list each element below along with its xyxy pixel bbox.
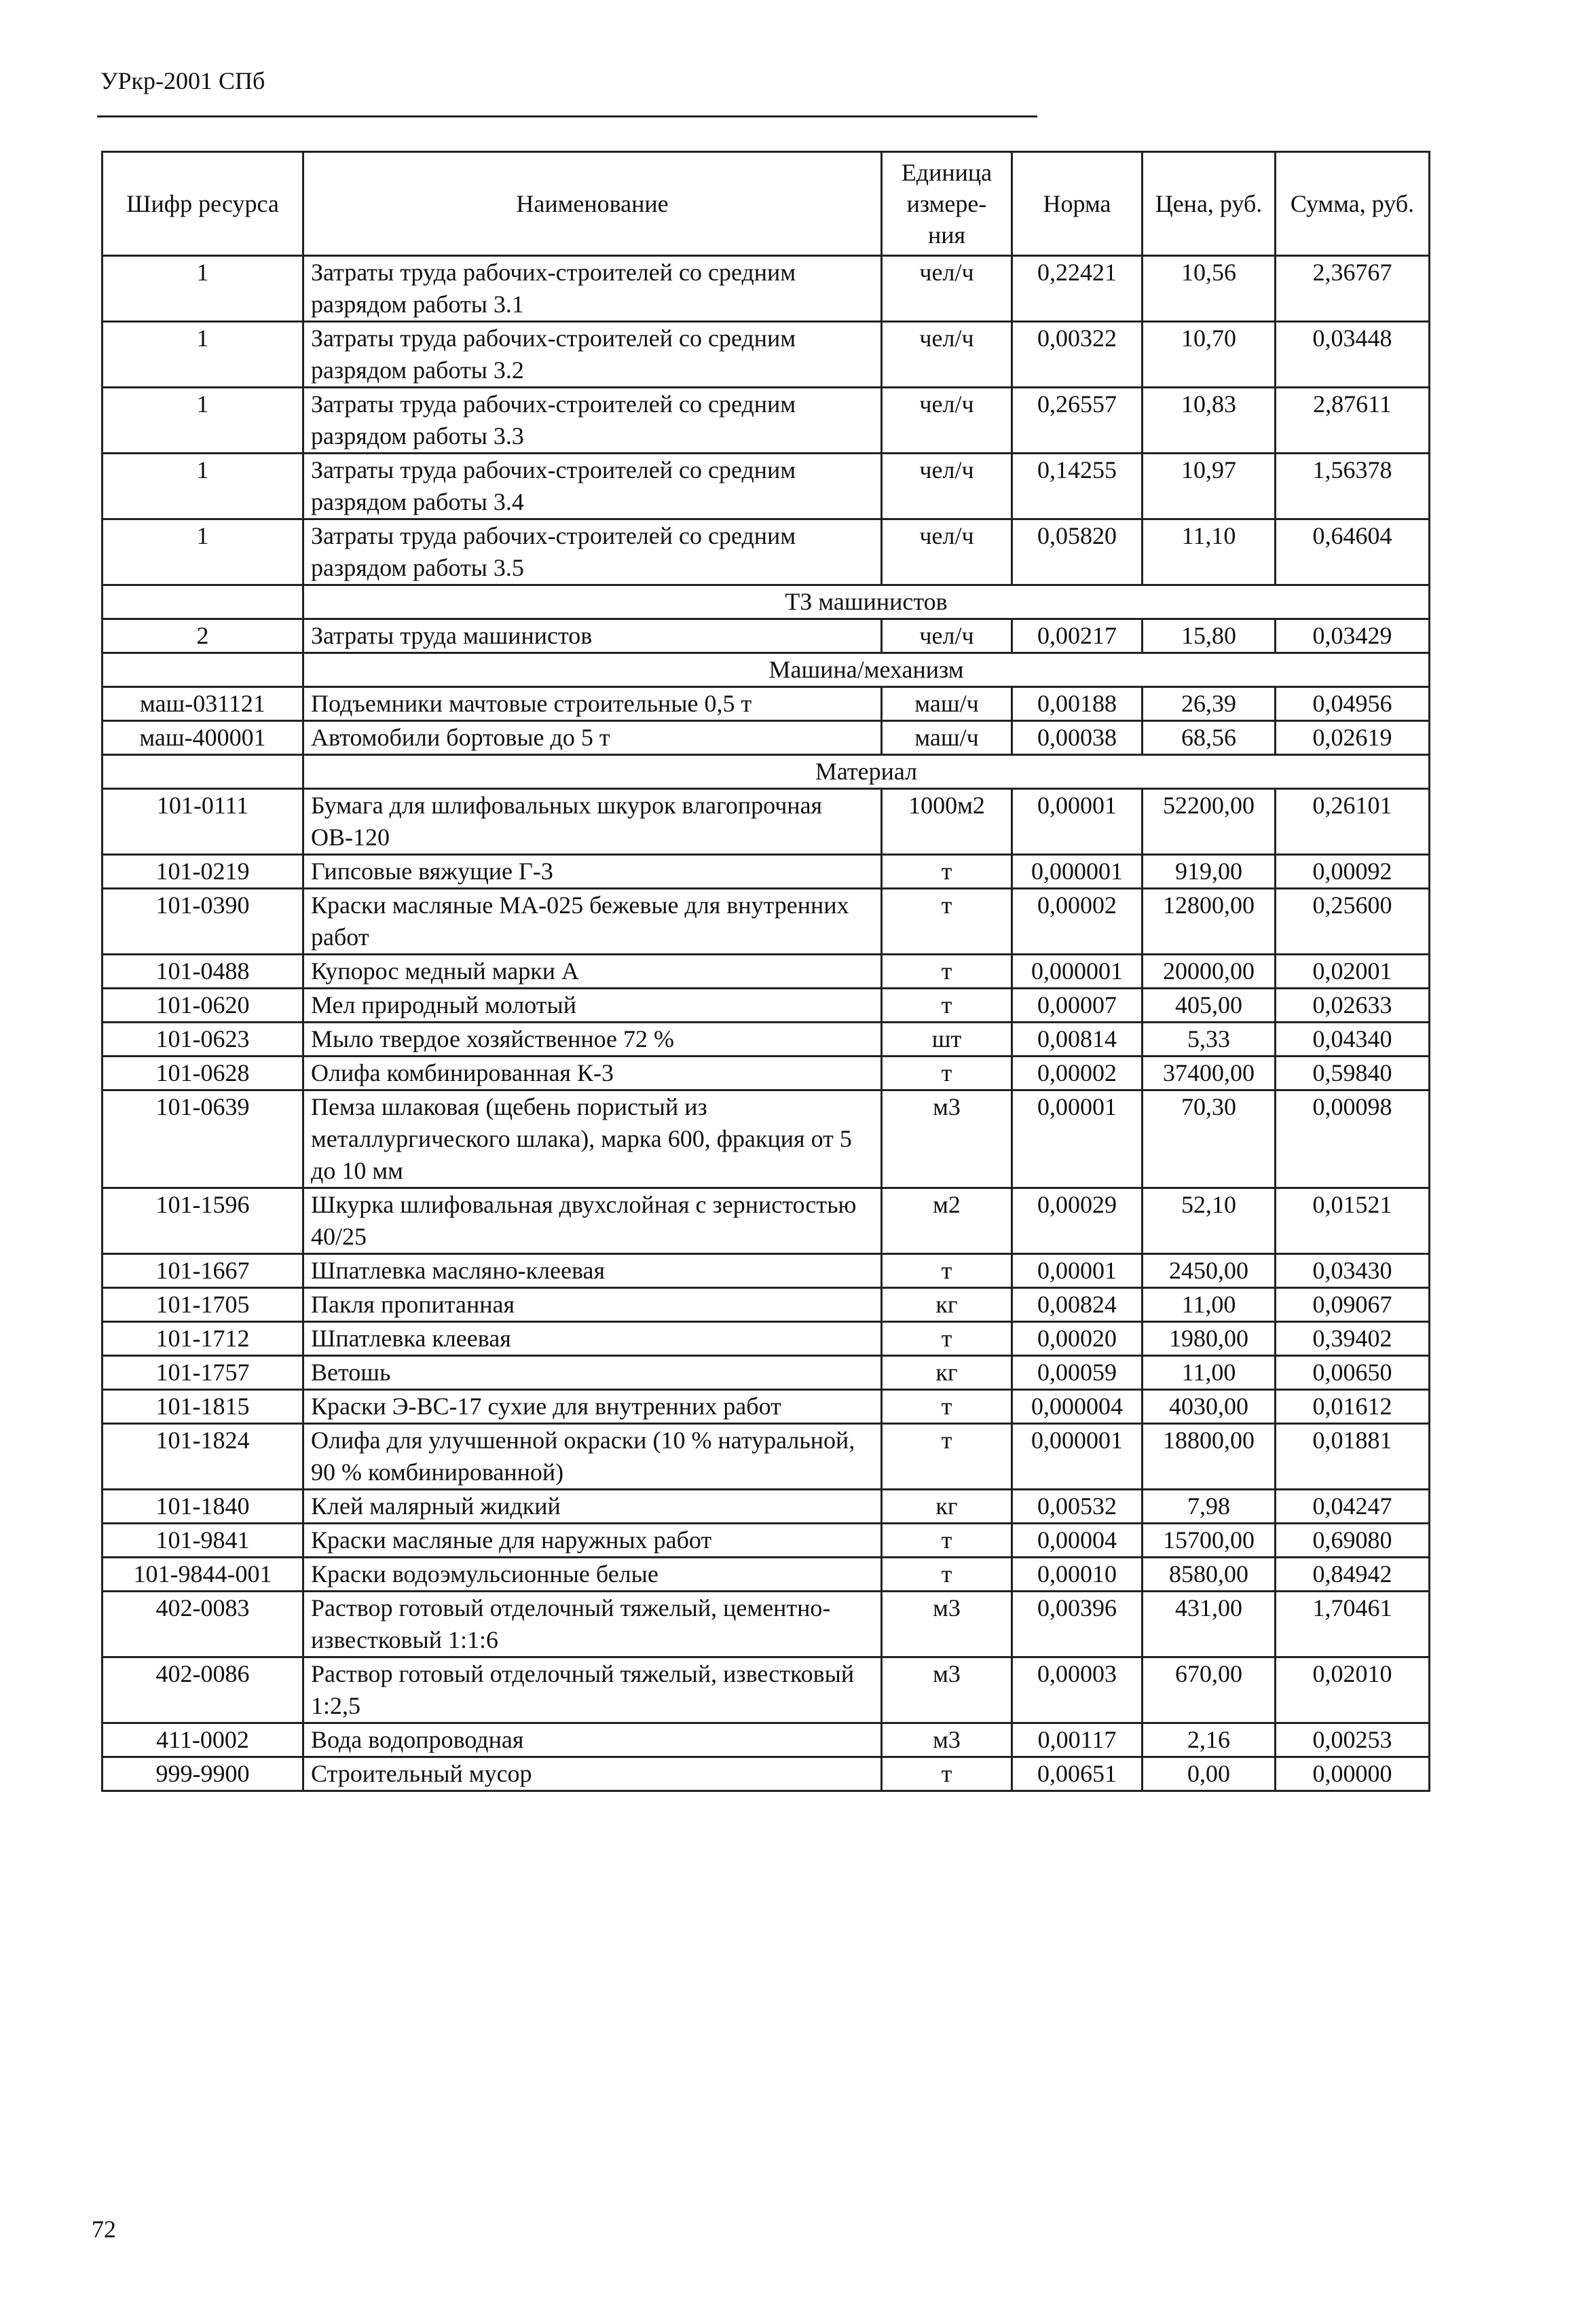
norm-cell: 0,00814	[1012, 1023, 1143, 1057]
sum-cell: 0,03429	[1276, 619, 1430, 653]
norm-cell: 0,000001	[1012, 955, 1143, 989]
table-row	[103, 1188, 1430, 1254]
price-cell: 52200,00	[1143, 789, 1276, 855]
price-cell: 431,00	[1143, 1592, 1276, 1657]
code-cell: 402-0086	[103, 1657, 303, 1723]
code-cell: 411-0002	[103, 1723, 303, 1757]
sum-cell: 0,25600	[1276, 889, 1430, 955]
price-cell: 15,80	[1143, 619, 1276, 653]
unit-cell: т	[882, 1524, 1012, 1558]
name-cell: Раствор готовый отделочный тяжелый, известковый 1:2,5	[303, 1657, 882, 1723]
price-cell: 10,83	[1143, 388, 1276, 454]
sum-cell: 0,02633	[1276, 989, 1430, 1023]
unit-cell: т	[882, 889, 1012, 955]
sum-cell: 0,01612	[1276, 1390, 1430, 1424]
sum-cell: 0,00650	[1276, 1356, 1430, 1390]
code-cell: 101-1596	[103, 1188, 303, 1254]
unit-cell: чел/ч	[882, 256, 1012, 322]
name-cell: Пакля пропитанная	[303, 1288, 882, 1322]
section-row	[103, 653, 1430, 687]
section-label: ТЗ машинистов	[303, 585, 1430, 619]
price-cell: 20000,00	[1143, 955, 1276, 989]
table-row	[103, 454, 1430, 519]
table-row	[103, 1524, 1430, 1558]
price-cell: 919,00	[1143, 855, 1276, 889]
unit-cell: м3	[882, 1723, 1012, 1757]
unit-cell: т	[882, 1254, 1012, 1288]
section-row	[103, 585, 1430, 619]
code-cell: 999-9900	[103, 1757, 303, 1791]
unit-cell: чел/ч	[882, 519, 1012, 585]
section-code-cell	[103, 653, 303, 687]
price-cell: 52,10	[1143, 1188, 1276, 1254]
norm-cell: 0,00059	[1012, 1356, 1143, 1390]
table-row	[103, 322, 1430, 388]
unit-cell: т	[882, 1322, 1012, 1356]
price-cell: 68,56	[1143, 721, 1276, 755]
code-cell: 101-0639	[103, 1090, 303, 1188]
code-cell: маш-400001	[103, 721, 303, 755]
sum-cell: 0,01881	[1276, 1424, 1430, 1490]
table-header-row	[103, 152, 1430, 256]
code-cell: 101-9841	[103, 1524, 303, 1558]
price-cell: 7,98	[1143, 1490, 1276, 1524]
norm-cell: 0,00322	[1012, 322, 1143, 388]
header-rule	[97, 115, 1037, 117]
code-cell: 1	[103, 322, 303, 388]
name-cell: Купорос медный марки А	[303, 955, 882, 989]
name-cell: Гипсовые вяжущие Г-3	[303, 855, 882, 889]
name-cell: Затраты труда рабочих-строителей со средним разрядом работы 3.2	[303, 322, 882, 388]
sum-cell: 0,02619	[1276, 721, 1430, 755]
code-cell: 1	[103, 256, 303, 322]
sum-cell: 0,02010	[1276, 1657, 1430, 1723]
code-cell: 101-1712	[103, 1322, 303, 1356]
norm-cell: 0,14255	[1012, 454, 1143, 519]
price-cell: 26,39	[1143, 687, 1276, 721]
page-number: 72	[92, 2216, 116, 2243]
table-row	[103, 687, 1430, 721]
table-body	[103, 256, 1430, 1791]
unit-cell: т	[882, 1057, 1012, 1090]
unit-cell: чел/ч	[882, 322, 1012, 388]
sum-cell: 0,04247	[1276, 1490, 1430, 1524]
unit-cell: т	[882, 1424, 1012, 1490]
price-cell: 2,16	[1143, 1723, 1276, 1757]
table-row	[103, 789, 1430, 855]
price-cell: 8580,00	[1143, 1558, 1276, 1592]
name-cell: Затраты труда рабочих-строителей со средним разрядом работы 3.4	[303, 454, 882, 519]
unit-cell: чел/ч	[882, 454, 1012, 519]
unit-cell: м3	[882, 1090, 1012, 1188]
name-cell: Краски масляные МА-025 бежевые для внутренних работ	[303, 889, 882, 955]
unit-cell: 1000м2	[882, 789, 1012, 855]
document-header: УРкр-2001 СПб	[100, 67, 265, 94]
price-cell: 10,97	[1143, 454, 1276, 519]
name-cell: Автомобили бортовые до 5 т	[303, 721, 882, 755]
norm-cell: 0,05820	[1012, 519, 1143, 585]
price-cell: 10,56	[1143, 256, 1276, 322]
sum-cell: 0,84942	[1276, 1558, 1430, 1592]
price-cell: 37400,00	[1143, 1057, 1276, 1090]
column-header-price: Цена, руб.	[1143, 152, 1276, 256]
price-cell: 4030,00	[1143, 1390, 1276, 1424]
code-cell: 101-1824	[103, 1424, 303, 1490]
code-cell: 101-1840	[103, 1490, 303, 1524]
sum-cell: 0,04340	[1276, 1023, 1430, 1057]
unit-cell: т	[882, 955, 1012, 989]
norm-cell: 0,00038	[1012, 721, 1143, 755]
sum-cell: 1,70461	[1276, 1592, 1430, 1657]
table-row	[103, 721, 1430, 755]
sum-cell: 0,39402	[1276, 1322, 1430, 1356]
code-cell: 402-0083	[103, 1592, 303, 1657]
sum-cell: 0,69080	[1276, 1524, 1430, 1558]
code-cell: 101-1757	[103, 1356, 303, 1390]
name-cell: Пемза шлаковая (щебень пористый из металлургического шлака), марка 600, фракция от 5 до 10 мм	[303, 1090, 882, 1188]
section-row	[103, 755, 1430, 789]
name-cell: Мел природный молотый	[303, 989, 882, 1023]
table-row	[103, 1090, 1430, 1188]
code-cell: 101-0390	[103, 889, 303, 955]
table-row	[103, 519, 1430, 585]
sum-cell: 0,00000	[1276, 1757, 1430, 1791]
section-label: Материал	[303, 755, 1430, 789]
unit-cell: кг	[882, 1356, 1012, 1390]
norm-cell: 0,00007	[1012, 989, 1143, 1023]
name-cell: Затраты труда рабочих-строителей со средним разрядом работы 3.5	[303, 519, 882, 585]
name-cell: Шпатлевка масляно-клеевая	[303, 1254, 882, 1288]
section-code-cell	[103, 755, 303, 789]
sum-cell: 0,59840	[1276, 1057, 1430, 1090]
sum-cell: 0,00092	[1276, 855, 1430, 889]
price-cell: 5,33	[1143, 1023, 1276, 1057]
norm-cell: 0,000001	[1012, 1424, 1143, 1490]
norm-cell: 0,00824	[1012, 1288, 1143, 1322]
table-row	[103, 1390, 1430, 1424]
code-cell: 101-1815	[103, 1390, 303, 1424]
sum-cell: 2,36767	[1276, 256, 1430, 322]
price-cell: 18800,00	[1143, 1424, 1276, 1490]
unit-cell: чел/ч	[882, 388, 1012, 454]
sum-cell: 0,09067	[1276, 1288, 1430, 1322]
table-row	[103, 955, 1430, 989]
code-cell: 101-0488	[103, 955, 303, 989]
table-row	[103, 855, 1430, 889]
name-cell: Олифа комбинированная К-3	[303, 1057, 882, 1090]
name-cell: Раствор готовый отделочный тяжелый, цементно-известковый 1:1:6	[303, 1592, 882, 1657]
unit-cell: шт	[882, 1023, 1012, 1057]
name-cell: Олифа для улучшенной окраски (10 % натуральной, 90 % комбинированной)	[303, 1424, 882, 1490]
sum-cell: 0,02001	[1276, 955, 1430, 989]
column-header-unit: Единица измере-ния	[882, 152, 1012, 256]
norm-cell: 0,00029	[1012, 1188, 1143, 1254]
code-cell: 1	[103, 454, 303, 519]
norm-cell: 0,22421	[1012, 256, 1143, 322]
code-cell: 101-0111	[103, 789, 303, 855]
price-cell: 11,10	[1143, 519, 1276, 585]
norm-cell: 0,00004	[1012, 1524, 1143, 1558]
unit-cell: т	[882, 989, 1012, 1023]
code-cell: 101-9844-001	[103, 1558, 303, 1592]
name-cell: Бумага для шлифовальных шкурок влагопрочная ОВ-120	[303, 789, 882, 855]
section-label: Машина/механизм	[303, 653, 1430, 687]
price-cell: 1980,00	[1143, 1322, 1276, 1356]
column-header-norm: Норма	[1012, 152, 1143, 256]
table-row	[103, 889, 1430, 955]
sum-cell: 2,87611	[1276, 388, 1430, 454]
norm-cell: 0,00532	[1012, 1490, 1143, 1524]
price-cell: 670,00	[1143, 1657, 1276, 1723]
norm-cell: 0,00217	[1012, 619, 1143, 653]
norm-cell: 0,00002	[1012, 1057, 1143, 1090]
table-row	[103, 1424, 1430, 1490]
sum-cell: 0,01521	[1276, 1188, 1430, 1254]
code-cell: маш-031121	[103, 687, 303, 721]
sum-cell: 1,56378	[1276, 454, 1430, 519]
name-cell: Подъемники мачтовые строительные 0,5 т	[303, 687, 882, 721]
sum-cell: 0,03430	[1276, 1254, 1430, 1288]
unit-cell: кг	[882, 1288, 1012, 1322]
table-row	[103, 256, 1430, 322]
price-cell: 11,00	[1143, 1356, 1276, 1390]
name-cell: Краски Э-ВС-17 сухие для внутренних работ	[303, 1390, 882, 1424]
table-row	[103, 1288, 1430, 1322]
code-cell: 101-0620	[103, 989, 303, 1023]
price-cell: 10,70	[1143, 322, 1276, 388]
price-cell: 11,00	[1143, 1288, 1276, 1322]
unit-cell: т	[882, 1558, 1012, 1592]
resource-table	[101, 151, 1430, 1792]
name-cell: Затраты труда рабочих-строителей со средним разрядом работы 3.1	[303, 256, 882, 322]
unit-cell: т	[882, 855, 1012, 889]
name-cell: Мыло твердое хозяйственное 72 %	[303, 1023, 882, 1057]
sum-cell: 0,64604	[1276, 519, 1430, 585]
table-row	[103, 1592, 1430, 1657]
table-row	[103, 1757, 1430, 1791]
table-row	[103, 1356, 1430, 1390]
unit-cell: м3	[882, 1592, 1012, 1657]
norm-cell: 0,00188	[1012, 687, 1143, 721]
table-row	[103, 619, 1430, 653]
column-header-name: Наименование	[303, 152, 882, 256]
table-row	[103, 1490, 1430, 1524]
norm-cell: 0,00651	[1012, 1757, 1143, 1791]
price-cell: 70,30	[1143, 1090, 1276, 1188]
norm-cell: 0,00001	[1012, 789, 1143, 855]
unit-cell: маш/ч	[882, 687, 1012, 721]
name-cell: Затраты труда машинистов	[303, 619, 882, 653]
name-cell: Строительный мусор	[303, 1757, 882, 1791]
table-row	[103, 1057, 1430, 1090]
unit-cell: м2	[882, 1188, 1012, 1254]
norm-cell: 0,00003	[1012, 1657, 1143, 1723]
norm-cell: 0,00396	[1012, 1592, 1143, 1657]
code-cell: 1	[103, 388, 303, 454]
name-cell: Ветошь	[303, 1356, 882, 1390]
sum-cell: 0,26101	[1276, 789, 1430, 855]
price-cell: 2450,00	[1143, 1254, 1276, 1288]
table-row	[103, 989, 1430, 1023]
code-cell: 1	[103, 519, 303, 585]
table-row	[103, 1723, 1430, 1757]
norm-cell: 0,000001	[1012, 855, 1143, 889]
code-cell: 101-0219	[103, 855, 303, 889]
sum-cell: 0,00098	[1276, 1090, 1430, 1188]
norm-cell: 0,00001	[1012, 1090, 1143, 1188]
table-row	[103, 1023, 1430, 1057]
code-cell: 2	[103, 619, 303, 653]
unit-cell: м3	[882, 1657, 1012, 1723]
price-cell: 0,00	[1143, 1757, 1276, 1791]
table-row	[103, 1254, 1430, 1288]
name-cell: Клей малярный жидкий	[303, 1490, 882, 1524]
price-cell: 405,00	[1143, 989, 1276, 1023]
unit-cell: т	[882, 1390, 1012, 1424]
column-header-code: Шифр ресурса	[103, 152, 303, 256]
name-cell: Краски водоэмульсионные белые	[303, 1558, 882, 1592]
sum-cell: 0,04956	[1276, 687, 1430, 721]
unit-cell: маш/ч	[882, 721, 1012, 755]
norm-cell: 0,00117	[1012, 1723, 1143, 1757]
column-header-sum: Сумма, руб.	[1276, 152, 1430, 256]
table-row	[103, 1558, 1430, 1592]
code-cell: 101-0628	[103, 1057, 303, 1090]
unit-cell: кг	[882, 1490, 1012, 1524]
norm-cell: 0,00020	[1012, 1322, 1143, 1356]
unit-cell: т	[882, 1757, 1012, 1791]
price-cell: 15700,00	[1143, 1524, 1276, 1558]
sum-cell: 0,00253	[1276, 1723, 1430, 1757]
section-code-cell	[103, 585, 303, 619]
norm-cell: 0,00002	[1012, 889, 1143, 955]
code-cell: 101-1705	[103, 1288, 303, 1322]
name-cell: Шкурка шлифовальная двухслойная с зернистостью 40/25	[303, 1188, 882, 1254]
norm-cell: 0,00010	[1012, 1558, 1143, 1592]
table-row	[103, 388, 1430, 454]
price-cell: 12800,00	[1143, 889, 1276, 955]
name-cell: Вода водопроводная	[303, 1723, 882, 1757]
name-cell: Краски масляные для наружных работ	[303, 1524, 882, 1558]
name-cell: Затраты труда рабочих-строителей со средним разрядом работы 3.3	[303, 388, 882, 454]
table-row	[103, 1322, 1430, 1356]
code-cell: 101-1667	[103, 1254, 303, 1288]
code-cell: 101-0623	[103, 1023, 303, 1057]
unit-cell: чел/ч	[882, 619, 1012, 653]
name-cell: Шпатлевка клеевая	[303, 1322, 882, 1356]
table-row	[103, 1657, 1430, 1723]
norm-cell: 0,000004	[1012, 1390, 1143, 1424]
sum-cell: 0,03448	[1276, 322, 1430, 388]
norm-cell: 0,26557	[1012, 388, 1143, 454]
norm-cell: 0,00001	[1012, 1254, 1143, 1288]
